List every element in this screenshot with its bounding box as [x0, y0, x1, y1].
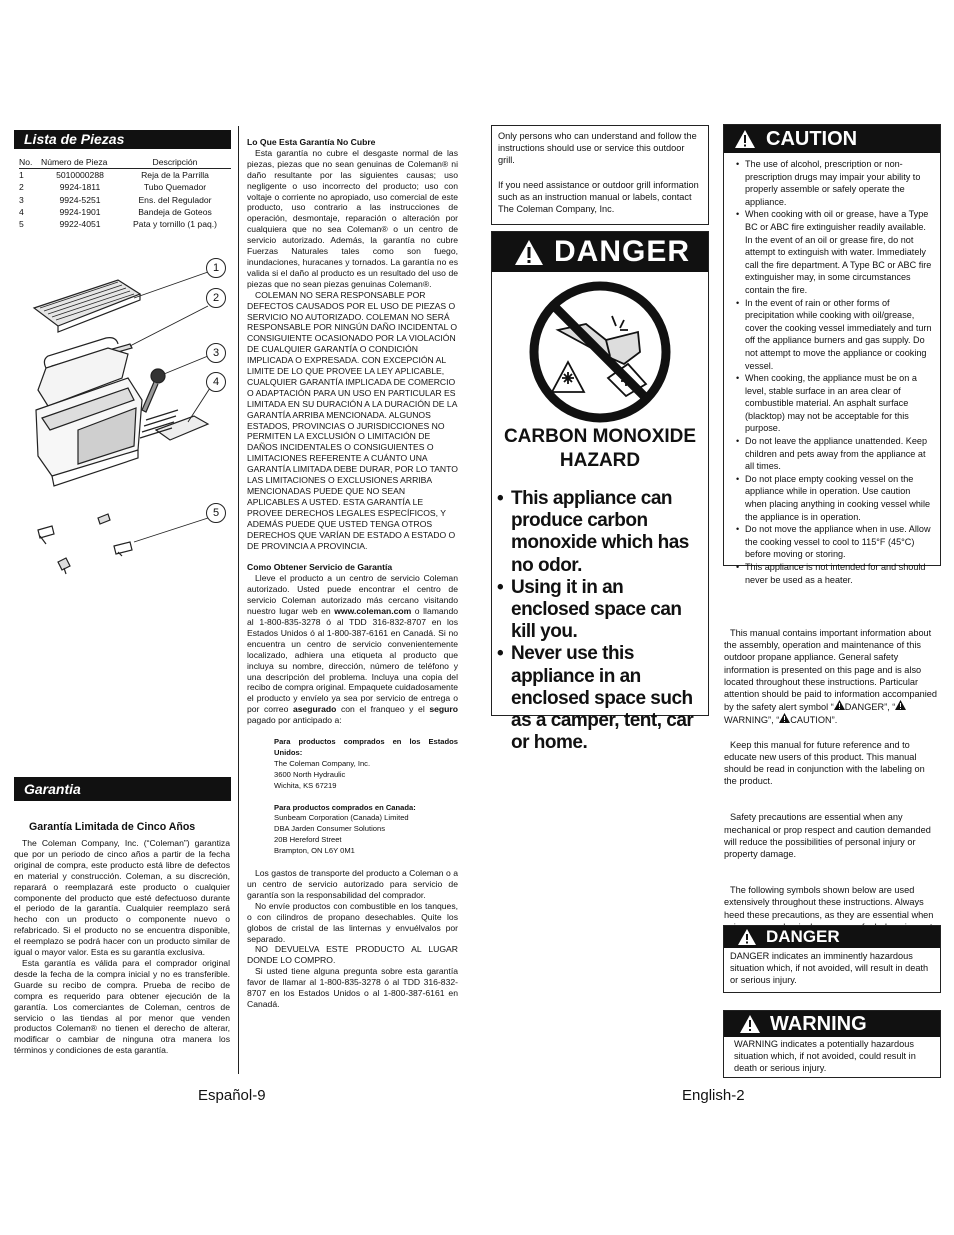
danger-def-title: DANGER — [766, 927, 840, 946]
service-text-bold: asegurado — [292, 704, 337, 715]
warranty-header — [14, 777, 231, 801]
list-item: • In the event of rain or other forms of precipitation while cooking with oil/grease, cover the cooking vessel immediately and turn off the appliance burners and gas supply. Do not attempt to move the appliance or cooking vessel. — [745, 297, 934, 373]
info-box — [491, 125, 709, 225]
cell-desc: Tubo Quemador — [143, 182, 207, 193]
list-item: • Never use this appliance in an enclosed space such as a camper, tent, car or home. — [496, 643, 706, 754]
service-text-bold: seguro — [429, 704, 458, 715]
cell-part: 9924-1901 — [59, 206, 101, 217]
warranty-paragraph: The Coleman Company, Inc. (“Coleman”) garantiza que por un periodo de cinco años a partir de la fecha original de compra, este producto está libre de defectos en material y construcción. Coleman, a su discreción, reparará o reemplazará este producto o cualquier componente del producto que esté defectuoso durante el periodo de la garantía. Cualquier reemplazo será hecho con un producto o componente nuevo o refabricado. Si el producto no se encuentra disponible, el reemplazo se podrá hacer con un producto similar de igual o mayor valor. Esta es su garantía exclusiva. — [14, 838, 230, 958]
warranty-title: Garantia — [24, 781, 81, 797]
warranty-paragraph: Esta garantía es válida para el comprador original desde la fecha de la compra inicial y no es transferible. Guarde su recibo de compra. Prueba de recibo de compra es requerido para obtener ejecución de la garantía. Los comerciantes de Coleman, centros de servicio o las tiendas al por menor que venden productos Coleman® no tienen el derecho de alterar, modificar o cambiar de ninguna otra manera los términos y condiciones de esta garantía. — [14, 957, 230, 1056]
cell-no: 5 — [19, 219, 24, 230]
list-item: • Do not place empty cooking vessel on the appliance while in operation. Use caution when placing anything in cooking vessel while the appliance is in operation. — [745, 473, 934, 523]
warranty-exclusions — [247, 137, 458, 1010]
col-header-no: No. — [19, 156, 41, 169]
service-paragraph: Los gastos de transporte del producto a Coleman o a un centro de servicio autorizado para servicio de garantía son la responsabilidad del comprador. — [247, 868, 458, 900]
cell-no: 1 — [19, 170, 24, 181]
service-paragraph — [247, 573, 458, 726]
list-item: • Do not move the appliance when in use. Allow the cooking vessel to cool to 115°F (45°C) before moving or storing. — [745, 523, 934, 561]
cell-desc: Pata y tornillo (1 paq.) — [132, 219, 218, 230]
cell-part: 5010000288 — [56, 170, 104, 181]
danger-panel-header — [492, 232, 708, 272]
intro-paragraph: Keep this manual for future reference and to educate new users of this product. This manual should be read in conjunction with the labeling on the product. — [724, 739, 925, 787]
service-heading: Como Obtener Servicio de Garantía — [247, 562, 393, 573]
parts-table-header-row — [19, 156, 231, 169]
intro-text-span: This manual contains important information about the assembly, operation and maintenance of this outdoor propane appliance. General safety information is presented on this page and is also located throughout these instructions. Particular attention should be paid to information accompanied by the safety alert symbol — [724, 628, 937, 713]
cell-no: 3 — [19, 194, 24, 205]
service-paragraph: NO DEVUELVA ESTE PRODUCTO AL LUGAR DONDE LO COMPRO. — [247, 944, 458, 966]
warning-triangle-icon — [514, 239, 544, 266]
list-item: • When cooking, the appliance must be on a level, stable surface in an area clear of combustible material. An asphalt surface (blacktop) may not be acceptable for this purpose. — [745, 372, 934, 435]
col-header-desc: Descripción — [119, 156, 231, 169]
intro-text-span: CAUTION”. — [790, 715, 838, 726]
warranty-subtitle: Garantía Limitada de Cinco Años — [29, 821, 196, 833]
service-text: con el franqueo y el — [336, 704, 430, 715]
service-text: Lleve el producto a un centro de servicio Coleman autorizado. Usted puede encontrar el centro de servicio Coleman autorizado más cercano visitando nuestro lugar web en — [247, 573, 458, 617]
coleman-url-link[interactable]: www.coleman.com — [334, 606, 412, 617]
service-paragraph: Si usted tiene alguna pregunta sobre esta garantía favor de llamar al 1-800-835-3278 ó al TDD 316-832-8707 en los Estados Unidos o al 1-800-387-6161 en Canadá. — [247, 966, 458, 1009]
parts-list-title: Lista de Piezas — [24, 131, 125, 147]
exclusions-heading: Lo Que Esta Garantía No Cubre — [247, 137, 376, 147]
address-line: Brampton, ON L6Y 0M1 — [274, 846, 355, 856]
danger-definition — [723, 925, 941, 993]
parts-table — [19, 156, 231, 230]
hazard-bullets — [496, 488, 706, 754]
table-row — [19, 169, 231, 182]
info-paragraph: If you need assistance or outdoor grill information such as an instruction manual or labels, contact The Coleman Company, Inc. — [498, 179, 699, 215]
service-text: pagado por anticipado a: — [247, 715, 342, 726]
no-enclosed-space-icon — [528, 280, 672, 424]
warning-triangle-icon — [734, 129, 756, 149]
intro-text — [724, 627, 938, 933]
service-paragraph: No envíe productos con combustible en los tanques, o con cilindros de propano desechables. Quite los globos de cristal de las linternas y envuélvalos por separado. — [247, 900, 458, 944]
warning-def-header — [724, 1011, 940, 1037]
col-header-part: Número de Pieza — [41, 156, 119, 169]
list-item: • This appliance is not intended for and should never be used as a heater. — [745, 561, 934, 586]
address-line: DBA Jarden Consumer Solutions — [274, 824, 386, 834]
info-box-text — [498, 130, 702, 215]
table-row — [19, 181, 231, 193]
cell-part: 9924-1811 — [59, 182, 101, 193]
address-line: The Coleman Company, Inc. — [274, 758, 371, 768]
warning-definition — [723, 1010, 941, 1078]
callout-5: 5 — [206, 503, 226, 523]
danger-panel-title: DANGER — [554, 235, 691, 268]
ca-address — [247, 803, 458, 858]
list-item: • Using it in an enclosed space can kill you. — [496, 577, 706, 644]
hazard-title: CARBON MONOXIDE HAZARD — [503, 426, 697, 471]
warning-triangle-icon — [779, 713, 790, 723]
intro-text-span: WARNING”, “ — [724, 715, 780, 726]
intro-text-span: DANGER”, “ — [844, 702, 896, 713]
intro-paragraph: This manual contains important information about the assembly, operation and maintenance of this outdoor propane appliance. General safety information is presented on this page and is also located throughout these instructions. Particular attention should be paid to information accompanied by the safety alert symbol “ DANGER”, “WARNING”, “ CAUTION”. — [724, 628, 937, 726]
caution-header — [724, 125, 940, 153]
page-number-spanish: Español-9 — [198, 1087, 266, 1104]
cell-part: 9922-4051 — [59, 219, 101, 230]
callout-2: 2 — [206, 288, 226, 308]
intro-paragraph: Safety precautions are essential when any mechanical or prop respect and caution demanded will reduce the possibilities of personal injury or property damage. — [724, 812, 931, 860]
cell-no: 4 — [19, 206, 24, 217]
warranty-body — [14, 838, 230, 1056]
callout-3: 3 — [206, 343, 226, 363]
caution-list — [734, 158, 934, 586]
cell-desc: Ens. del Regulador — [138, 194, 212, 205]
warning-triangle-icon — [834, 700, 845, 710]
warning-triangle-icon — [895, 700, 906, 710]
address-line: Sunbeam Corporation (Canada) Limited — [274, 813, 409, 823]
danger-def-text: DANGER indicates an imminently hazardous situation which, if not avoided, will result in death or serious injury. — [730, 951, 929, 986]
callout-1: 1 — [206, 258, 226, 278]
address-line: 20B Hereford Street — [274, 835, 342, 845]
list-item: • When cooking with oil or grease, have a Type BC or ABC fire extinguisher readily available. In the event of an oil or grease fire, do not attempt to extinguish with water. Immediately call the fire department. A Type BC or ABC fire extinguisher may, in some circumstances contain the fire. — [745, 208, 934, 296]
service-text: o llamando al 1-800-835-3278 ó al TDD 316-832-8707 en los Estados Unidos ó al 1-800-387-6161 en Canadá. Si no encuentra un centro de servicio convenientemente localizado, adhiera una etiqueta al producto que incluya su nombre, dirección, número de teléfono y una descripción del problema. Incluya una copia del recibo de compra original. Empaquete cuidadosamente el producto y envíelo ya sea por servicio de entrega o por correo — [247, 606, 458, 715]
list-item: • The use of alcohol, prescription or non-prescription drugs may impair your ability to properly assemble or safely operate the appliance. — [745, 158, 934, 208]
intro-paragraph: The following symbols shown below are used extensively throughout these instructions. Always heed these precautions, as they are essential when — [724, 885, 934, 920]
caution-panel — [723, 124, 941, 585]
cell-part: 9924-5251 — [59, 194, 101, 205]
warning-def-title: WARNING — [770, 1012, 867, 1035]
table-row — [19, 194, 231, 206]
warning-def-text: WARNING indicates a potentially hazardous situation which, if not avoided, could result in death or serious injury. — [734, 1039, 916, 1074]
column-divider — [238, 126, 239, 1074]
address-line: 3600 North Hydraulic — [274, 769, 346, 779]
cell-desc: Reja de la Parrilla — [141, 170, 209, 181]
exclusions-caps: COLEMAN NO SERA RESPONSABLE POR DEFECTOS CAUSADOS POR EL USO DE PIEZAS O SERVICIO NO AUTORIZADO. COLEMAN NO SERÁ RESPONSABLE POR NINGÚN DAÑO INCIDENTAL O CONSIGUIENTE OCASIONADO POR LA VIOLACIÓN DE CUALQUIER GARANTÍA O CONDICIÓN IMPLICADA O EXPRESADA. CON EXCEPCIÓN AL LIMITE DE LO QUE PROVEE LA LEY APLICABLE, CUALQUIER GARANTÍA IMPLICADA DE COMERCIO O ADAPTACIÓN PARA UN USO EN PARTICULAR ES LIMITADA EN SU DURACIÓN A LA DURACIÓN DE LA GARANTÍA ARRIBA MENCIONADA. ALGUNOS ESTADOS, PROVINCIAS O JURISDICCIONES NO PERMITEN LA EXCLUSIÓN O LIMITACIÓN DE DAÑOS INCIDENTALES O CONSIGUIENTES O LIMITACIONES REFERENTE A CUÁNTO UNA GARANTÍA LIMITADA DEBE DURAR, POR LO TANTO LAS LIMITACIONES O EXCLUSIONES ARRIBA MENCIONADAS PUEDE QUE NO SEAN APLICABLES A USTED. ESTA GARANTÍA LE PROVEE DERECHOS LEGALES ESPECÍFICOS, Y ADEMÁS PUEDE QUE USTED TENGA OTROS DERECHOS QUE VARÍAN DE ESTADO A ESTADO O DE PROVINCIA A PROVINCIA. — [247, 289, 458, 551]
list-item: • Do not leave the appliance unattended. Keep children and pets away from the appliance at all times. — [745, 435, 934, 473]
info-paragraph: Only persons who can understand and follow the instructions should use or service this outdoor grill. — [498, 131, 697, 166]
cell-no: 2 — [19, 182, 24, 193]
ca-address-heading: Para productos comprados en Canada: — [274, 802, 416, 812]
address-line: Wichita, KS 67219 — [274, 780, 337, 790]
caution-title: CAUTION — [766, 127, 858, 150]
page-number-english: English-2 — [682, 1087, 745, 1104]
danger-def-header — [724, 926, 940, 948]
table-row — [19, 206, 231, 218]
callout-4: 4 — [206, 372, 226, 392]
us-address — [247, 737, 458, 792]
table-row — [19, 218, 231, 230]
grill-illustration — [18, 250, 238, 580]
list-item: • This appliance can produce carbon monoxide which has no odor. — [496, 488, 706, 577]
warning-triangle-icon — [738, 929, 756, 945]
cell-desc: Bandeja de Goteos — [138, 206, 212, 217]
danger-panel — [491, 231, 709, 754]
parts-list-header — [14, 130, 231, 149]
exclusions-paragraph: Esta garantía no cubre el desgaste normal de las piezas, piezas que no sean genuinas de Coleman® ni daño resultante por las siguientes causas; uso negligente o uso incorrecto del producto; uso con voltaje o corriente no apropiado, uso comercial de este producto, uso contrario a las instrucciones de operación, desmontaje, reparación o alteración por cualquiera que no sea Coleman® o un centro de servicio autorizado. Además, la garantía no cubre Fuerzas Naturales tales como son fuego, inundaciones, huracanes y tornados. La garantía no es valida si el daño al producto es un resultado del uso de piezas que no sean piezas genuinas Coleman®. — [247, 147, 458, 289]
us-address-heading: Para productos comprados en los Estados Unidos: — [274, 737, 458, 757]
warning-triangle-icon — [740, 1015, 760, 1033]
